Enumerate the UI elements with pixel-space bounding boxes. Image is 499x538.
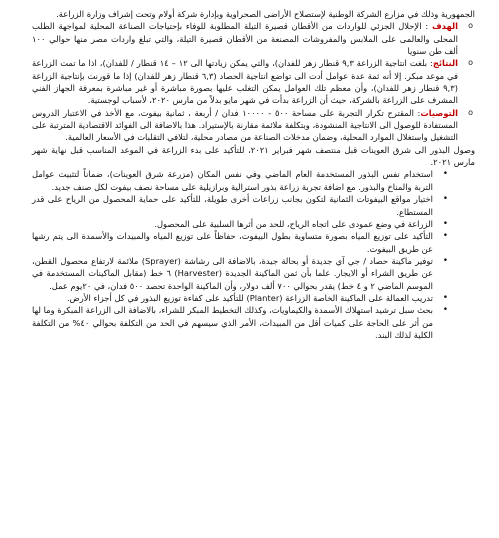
list-item: • تدريب العمالة على الماكينة الخاصة الزراعة (Planter) للتأكيد على كفاءة توزيع البذور في كل أجزاء الأرض. — [32, 292, 475, 304]
results-section — [32, 57, 475, 106]
list-item: • بحث سبل ترشيد استهلاك الأسمدة والكيماويات، وكذلك التخطيط المبكر للشراء، بالاضافة الى الزراعة المبكرة وما لها من أثر على الحاجة على كميات أقل من المبيدات، الأمر الذي سيسهم في الحد من التكلفة بحوالي ٤٠% من التكلفة الكلية لذلك البند. — [32, 304, 475, 341]
recommendations-label: التوصيات — [420, 107, 458, 118]
list-item: • اختيار مواقع البيفوتات الثمانية لتكون بجانب زراعات أخرى طويلة، للتأكيد على حماية المحصول من الرياح على قدر المستطاع. — [32, 193, 475, 218]
recommendations-list — [32, 168, 475, 341]
list-item: • توفير ماكينة حصاد / جي آي جديدة أو بحالة جيدة، بالاضافة الى رشاشة (Sprayer) ملائمة لارتفاع محصول القطن، عن طريق الشراء أو الايجار. علما بأن ثمن الماكينة الجديدة (Harvester) ٦ خط (مقابل الماكينات المستخدمة في الموسم الماضي ٢ و ٤ خط) يقدر بحوالي ٧٠٠ ألف دولار، وأن الماكينة الواحدة تحصد ٥٠٠ فدان، في ٢٠يوم عمل. — [32, 255, 475, 292]
circle-bullet-icon: o — [468, 107, 473, 117]
goal-label: الهدف — [431, 21, 458, 32]
circle-bullet-icon: o — [468, 58, 473, 68]
list-item: • استخدام نفس البذور المستخدمة العام الماضي وفي نفس المكان (مزرعة شرق العوينات)، ضماناً لتثبيت عوامل التربة والمناخ والبذور. مع اضافة تجربة زراعة بذور استرالية وبرازيلية على مساحة نصف بيفوت لكل صنف جديد. — [32, 168, 475, 193]
goal-text: : الإحلال الجزئي للواردات من الأقطان قصيرة التيلة المطلوبة للوفاء بإحتياجات الصناعة المحلية لمواجهة الطلب المحلى والعالمى على الملابس والمفروشات المصنعة من الأقطان قصيرة التيلة، والتي تبلغ واردات مصر منها حوالي ١٠٠ ألف طن سنويا — [32, 21, 458, 57]
results-text: : بلغت انتاجية الزراعة ٩,٣ قنطار زهر للفدان)، والتي يمكن زيادتها الى ١٢ – ١٤ قنطار / للفدان)، اذا ما تمت الزراعة في موعد مبكر. إلا أنه ثمة عدة عوامل أدت الى تواضع انتاجية الحصاد (٦,٣ قنطار زهر للفدان) إذا ما قورنت بإنتاجية الزراعة (٩,٣ قنطار زهر للفدان)، وأن معظم تلك العوامل يمكن التغلب عليها بصورة مباشرة أو غير مباشرة بمعرفة الجهاز الفني المشرف على الزراعة بالشركة، حيث أن الزراعة بدأت في شهر مايو بدلاً من مارس ٢٠٢٠، لأسباب لوجستية. — [32, 58, 458, 106]
goal-section — [32, 20, 475, 57]
results-label: النتائج — [432, 58, 458, 69]
recommendations-section — [32, 107, 475, 144]
recommendations-text: : المقترح تكرار التجربة على مساحة ٥٠٠ - ١٠٠٠٠ فدان / أربعة ، ثمانية بيفوت، مع الأخذ في الاعتبار الدروس المستفادة للوصول الى الانتاجية المنشودة، وبتكلفة ملائمة مقارنة بالإستيراد. هذا بالاضافة الى الفوائد الاقتصادية المترتبة على التشغيل واستغلال الموارد المحلية، وضمان مدخلات الصناعة من مصادر محلية، لتلافي التقلبات في الأسعار العالمية. — [32, 107, 458, 143]
list-item: • التأكيد على توزيع المياه بصورة متساوية بطول البيفوت، حفاظاً على توزيع المياه والمبيدات والأسمدة الى يتم رشها عن طريق البيفوت. — [32, 230, 475, 255]
intro-paragraph: الجمهورية وذلك في مزارع الشركة الوطنية لإستصلاح الأراضى الصحراوية وبإدارة شركة أولام وتحت إشراف وزارة الزراعة. — [56, 9, 475, 19]
seed-delivery-paragraph: وصول البذور الى شرق العوينات قبل منتصف شهر فبراير ٢٠٢١، للتأكيد على بدء الزراعة في الموعد المناسب قبل نهاية شهر مارس ٢٠٢١. — [32, 144, 476, 168]
circle-bullet-icon: o — [468, 21, 473, 31]
list-item: • الزراعة في وضع عمودى على اتجاه الرياح، للحد من أثرها السلبية على المحصول. — [32, 218, 475, 230]
